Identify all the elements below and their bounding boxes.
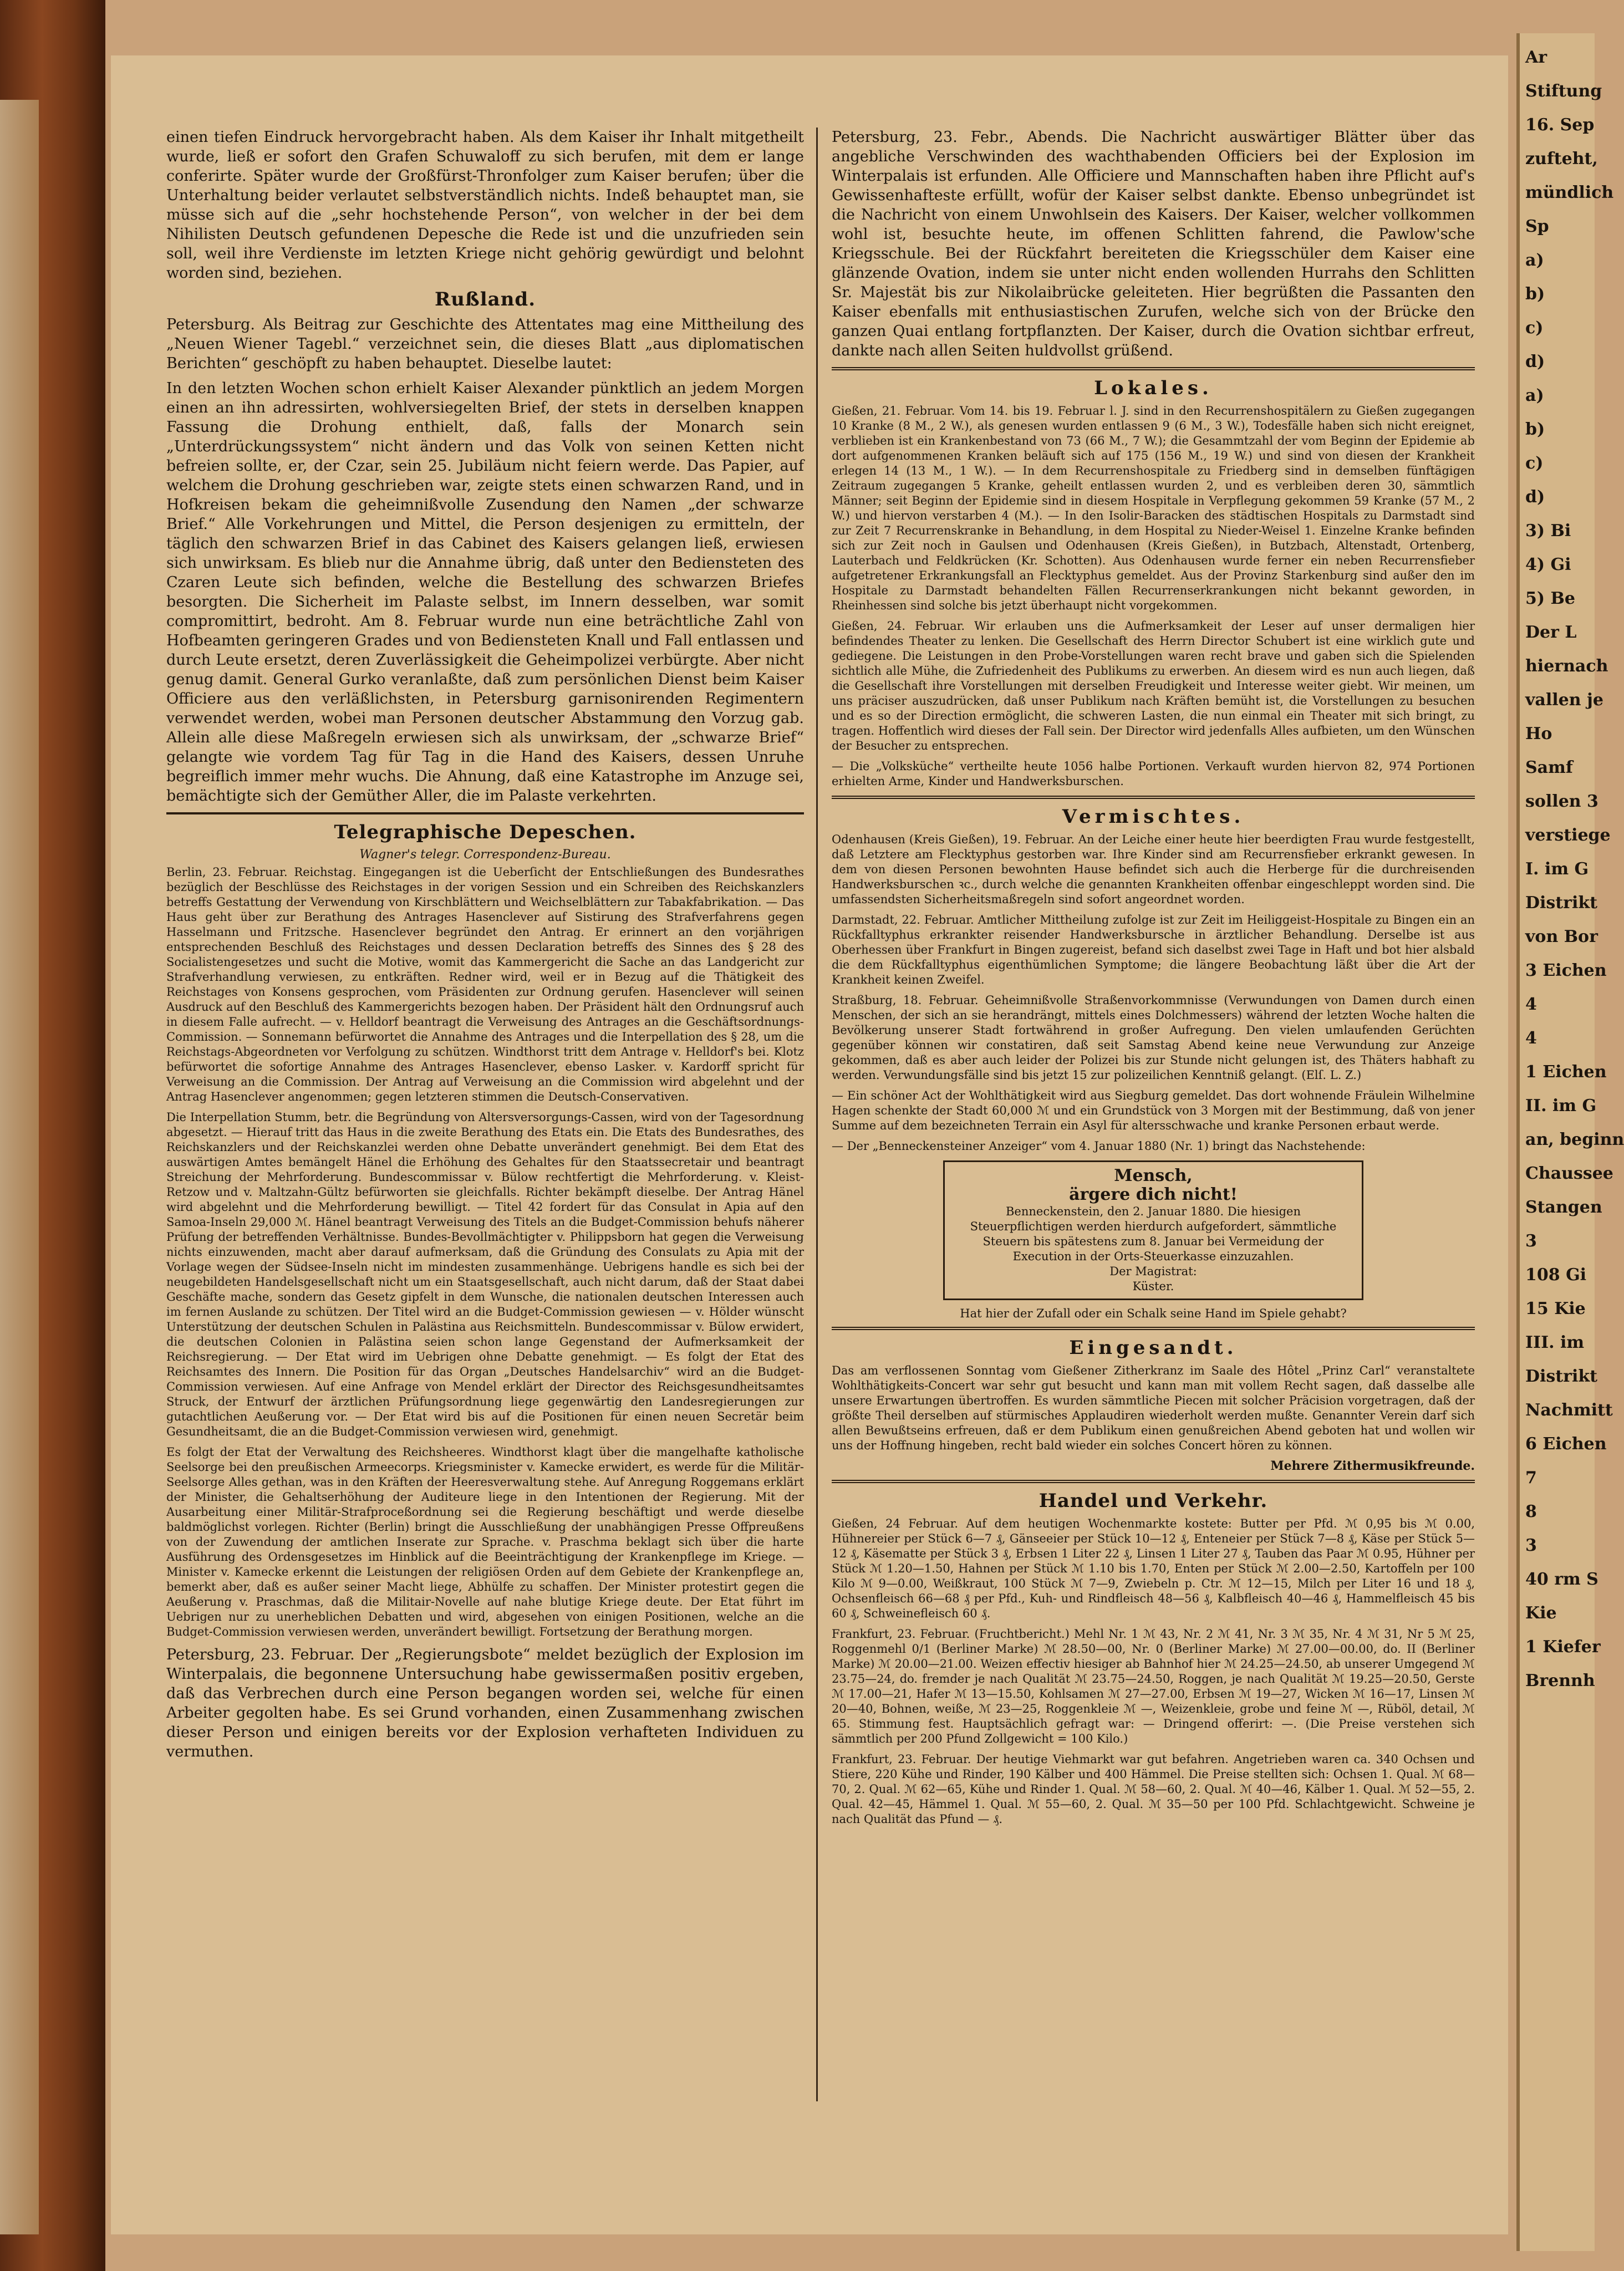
facing-page-text: Samf [1525, 758, 1573, 777]
facing-page-text: 7 [1525, 1468, 1537, 1488]
facing-page-text: hiernach [1525, 656, 1608, 676]
facing-page-text: III. im [1525, 1333, 1585, 1352]
intro-paragraph: einen tiefen Eindruck hervorgebracht haben. Als dem Kaiser ihr Inhalt mitgetheilt wurde, ließ er sofort den Grafen Schuwaloff zu sich berufen, mit dem er lange conferirte. Später wurde der Großfürst-Thronfolger zum Kaiser berufen; über die Unterhaltung beider verlautet selbstverständlich nichts. Indeß behauptet man, sie müsse sich auf die „sehr hochstehende Person“, von welcher in der bei dem Nihilisten Deutsch gefundenen Depesche die Rede ist und die unzufrieden sein soll, weil ihre Verdienste im letzten Kriege nicht gehörig gewürdigt und belohnt worden sind, beziehen. [166, 129, 804, 282]
facing-page-text: Distrikt [1525, 1367, 1598, 1386]
russland-heading: Rußland. [434, 288, 536, 310]
ad-body: Benneckenstein, den 2. Januar 1880. Die hiesigen Steuerpflichtigen werden hierdurch aufgefordert, sämmtliche Steuern bis spätestens zum 8. Januar bei Vermeidung der Execution in der Orts-Steuerkasse einzuzahlen. [970, 1205, 1337, 1263]
russland-paragraph-2: In den letzten Wochen schon erhielt Kaiser Alexander pünktlich an jedem Morgen einen an ihn adressirten, wohlversiegelten Brief, der stets in derselben knappen Fassung die Drohung enthielt, daß, falls der Monarch sein „Unterdrückungssystem“ nicht ändern und das Volk von seinen Ketten nicht befreien sollte, er, der Czar, sein 25. Jubiläum nicht feiern werde. Das Papier, auf welchem die Drohung geschrieben war, zeigte stets einen schwarzen Rand, und in Hofkreisen bekam die geheimnißvolle Zusendung den Namen „der schwarze Brief.“ Alle Vorkehrungen und Mittel, die Person desjenigen zu ermitteln, der täglich den schwarzen Brief in das Cabinet des Kaisers gelangen ließ, erwiesen sich unwirksam. Es blieb nur die Annahme übrig, daß unter den Bediensteten des Czaren Leute sich befinden, welche die Bestellung des schwarzen Briefes besorgten. Die Sicherheit im Palaste selbst, im Innern desselben, war somit compromittirt, bedroht. Am 8. Februar wurde nun eine beträchtliche Zahl von Hofbeamten geringeren Grades und von Bediensteten Knall und Fall entlassen und durch Leute ersetzt, deren Zuverlässigkeit die Geheimpolizei verbürgte. Aber nicht genug damit. General Gurko veranlaßte, daß zum persönlichen Dienst beim Kaiser Officiere aus den verläßlichsten, in Petersburg garnisonirenden Regimentern verwendet werden, wobei man Personen deutscher Abstammung den Vorzug gab. Allein alle diese Maßregeln erwiesen sich als unwirksam, der „schwarze Brief“ gelangte wie vordem Tag für Tag in die Hand des Kaisers, dessen Unruhe begreiflich immer mehr wuchs. Die Ahnung, daß eine Katastrophe im Anzuge sei, bemächtigte sich der Gemüther Aller, die im Palaste verkehrten. [166, 380, 804, 804]
facing-page-text: 1 Eichen [1525, 1062, 1607, 1082]
handel-heading: Handel und Verkehr. [1038, 1490, 1268, 1512]
facing-page-text: 3 [1525, 1231, 1537, 1251]
lokales-heading: Lokales. [1094, 377, 1213, 399]
ad-title-line-2: ärgere dich nicht! [1069, 1185, 1238, 1204]
petersburg-telegram: Petersburg, 23. Februar. Der „Regierungsbote“ meldet bezüglich der Explosion im Winterpalais, die begonnene Untersuchung habe gewissermaßen positiv ergeben, daß das Verbrechen durch eine Person begangen worden sei, welche für einen Arbeiter gegolten habe. Es sei Grund vorhanden, einen Zusammenhang zwischen dieser Person und einigen bereits vor der Explosion verhafteten Individuen zu vermuthen. [166, 1646, 804, 1760]
facing-page-text: 8 [1525, 1502, 1537, 1521]
facing-page-text: I. im G [1525, 859, 1589, 879]
facing-page-text: vallen je [1525, 690, 1603, 710]
facing-page-text: a) [1525, 251, 1544, 270]
facing-page-text: a) [1525, 386, 1544, 405]
facing-page-text: 1 Kiefer [1525, 1637, 1601, 1657]
quoted-advertisement [943, 1160, 1363, 1300]
bennecken-intro: — Der „Benneckensteiner Anzeiger“ vom 4. Januar 1880 (Nr. 1) bringt das Nachstehende: [832, 1139, 1366, 1153]
facing-page-text: 4) Gi [1525, 555, 1571, 574]
facing-page-text: 4 [1525, 1028, 1537, 1048]
facing-page-text: 40 rm S [1525, 1570, 1598, 1589]
left-column [166, 128, 804, 1767]
eingesandt-text: Das am verflossenen Sonntag vom Gießener Zitherkranz im Saale des Hôtel „Prinz Carl“ veranstaltete Wohlthätigkeits-Concert war sehr gut besucht und kann man mit vollem Recht sagen, daß dasselbe alle unsere Erwartungen übertroffen. Es wurden sämmtliche Piecen mit solcher Präcision vorgetragen, daß der größte Theil derselben auf stürmisches Applaudiren wiederholt werden mußte. Genannter Verein darf sich allen Bewußtseins erfreuen, daß er dem Publikum einen genußreichen Abend geboten hat und wollen wir uns der Hoffnung hingeben, recht bald wieder ein solches Concert hören zu können. [832, 1364, 1475, 1452]
facing-page-text: b) [1525, 420, 1545, 439]
ad-title-line-1: Mensch, [1114, 1166, 1193, 1185]
facing-page-text: 16. Sep [1525, 115, 1595, 135]
facing-page-text: an, beginn [1525, 1130, 1624, 1149]
ad-signed-by: Der Magistrat: [1109, 1265, 1197, 1278]
facing-page-text: 4 [1525, 995, 1537, 1014]
vermischtes-heading: Vermischtes. [1062, 806, 1245, 828]
section-rule [832, 796, 1475, 799]
facing-page-text: von Bor [1525, 927, 1598, 946]
darmstadt-report: Darmstadt, 22. Februar. Amtlicher Mittheilung zufolge ist zur Zeit im Heiliggeist-Hospitale zu Bingen ein an Rückfalltyphus erkrankter reisender Handwerksbursche in ärztlicher Behandlung. Derselbe ist aus Oberhessen über Frankfurt in Bingen zugereist, befand sich daselbst zwei Tage in Haft und bot hier alsbald die dem Rückfalltyphus eigenthümlichen Symptome; die längere Beobachtung läßt über die Art der Krankheit keinen Zweifel. [832, 913, 1475, 986]
column-divider [816, 128, 818, 2101]
strassburg-report: Straßburg, 18. Februar. Geheimnißvolle Straßenvorkommnisse (Verwundungen von Damen durch einen Menschen, der sich an sie herandrängt, mittels eines Dolchmessers) während der letzten Woche halten die Bevölkerung unserer Stadt fortwährend in großer Aufregung. Den vielen umlaufenden Gerüchten gegenüber können wir constatiren, daß seit Samstag Abend keine neue Verwundung zur Anzeige gekommen, daß es aber auch leider der Polizei bis zur Stunde nicht gelungen ist, des Thäters habhaft zu werden. Verwundungsfälle sind bis jetzt 15 zur polizeilichen Kenntniß gelangt. (Elſ. L. Z.) [832, 994, 1475, 1082]
right-column [832, 128, 1475, 1832]
facing-page-text: Brennh [1525, 1671, 1595, 1690]
section-rule [832, 367, 1475, 370]
facing-page-text: 3 Eichen [1525, 961, 1607, 980]
facing-page-text: Ar [1525, 48, 1547, 67]
section-rule [832, 1480, 1475, 1483]
facing-page-text: d) [1525, 352, 1545, 371]
facing-page-text: Distrikt [1525, 893, 1598, 913]
facing-page-text: sollen 3 [1525, 792, 1598, 811]
berlin-paragraph-1: Berlin, 23. Februar. Reichstag. Eingegangen ist die Ueberſicht der Entschließungen des Bundesrathes bezüglich der Beschlüsse des Reichstages in der vorigen Session und ein Schreiben des Reichskanzlers betreffs Gestattung der Verwendung von Kirschblättern und Weichselblättern zur Tabakfabrikation. — Das Haus geht über zur Berathung des Antrages Hasenclever auf Sistirung des Strafverfahrens gegen Hasselmann und Fritzsche. Hasenclever begründet den Antrag. Er erinnert an den vorjährigen entsprechenden Beschluß des Reichstages und dessen Declaration betreffs des Sinnes des § 28 des Socialistengesetzes und sucht die Motive, womit das Kammergericht die Sache an das Landgericht zur Strafverhandlung verwiesen, zu entkräften. Redner wird, weil er in Bezug auf die Thätigkeit des Reichstages von Konsens gesprochen, vom Präsidenten zur Ordnung gerufen. Hasenclever will seinen Ausdruck auf den Beschluß des Kammergerichts bezogen haben. Der Präsident hält den Ordnungsruf auch in diesem Falle aufrecht. — v. Helldorf beantragt die Verweisung des Antrages an die Geschäftsordnungs-Commission. — Sonnemann befürwortet die Annahme des Antrages und die Interpellation des § 28, um die Reichstags-Abgeordneten vor Verfolgung zu schützen. Windthorst tritt dem Antrage v. Helldorf's bei. Klotz befürwortet die sofortige Annahme des Antrages Hasenclever, ebenso Lasker. v. Kardorff spricht für Verweisung an die Commission. Der Antrag auf Verweisung an die Commission wird abgelehnt und der Antrag Hasenclever angenommen; gegen letzteren stimmen die Deutsch-Conservativen. [166, 865, 804, 1103]
giessen-report-21: Gießen, 21. Februar. Vom 14. bis 19. Februar l. J. sind in den Recurrenshospitälern zu Gießen zugegangen 10 Kranke (8 M., 2 W.), als genesen wurden entlassen 9 (6 M., 3 W.), Todesfälle haben sich nicht ereignet, verblieben ist ein Krankenbestand von 73 (66 M., 7 W.); die Gesammtzahl der vom Beginn der Epidemie ab dort aufgenommenen Kranken beläuft sich auf 175 (156 M., 19 W.) und sind von diesen der Krankheit erlegen 14 (13 M., 1 W.). — In dem Recurrenshospitale zu Friedberg sind in demselben fünftägigen Zeitraum zugegangen 5 Kranke, geheilt entlassen wurden 2, und es verbleiben deren 30, sämmtlich Männer; seit Beginn der Epidemie sind in diesem Hospitale in Verpflegung gekommen 59 Kranke (57 M., 2 W.) und hiervon verstarben 4 (M.). — In den Isolir-Baracken des städtischen Hospitals zu Darmstadt sind zur Zeit 7 Recurrenskranke in Behandlung, in dem Hospital zu Nieder-Weisel 1. Einzelne Kranke befinden sich zur Zeit noch in Gaulsen und Odenhausen (Kreis Gießen), in Butzbach, Altenstadt, Ortenberg, Lauterbach und Feldkrücken (Kr. Schotten). Aus Odenhausen wurde ferner ein neben Recurrensfieber aufgetretener Erkrankungsfall an Flecktyphus gemeldet. Aus der Provinz Starkenburg sind außer den im Hospitale zu Darmstadt behandelten Fällen Recurrenserkrankungen nicht bekannt geworden, in Rheinhessen sind solche bis jetzt überhaupt nicht vorgekommen. [832, 404, 1475, 612]
berlin-paragraph-3: Es folgt der Etat der Verwaltung des Reichsheeres. Windthorst klagt über die mangelhafte katholische Seelsorge bei den preußischen Armeecorps. Kriegsminister v. Kamecke erwidert, es werde für die Militär-Seelsorge Alles gethan, was in den Kräften der Heeresverwaltung stehe. Auf Anregung Roggemans erklärt der Minister, die Gehaltserhöhung der Auditeure liege in den Intentionen der Regierung. Mit der Ausarbeitung einer Militär-Strafproceßordnung sei die Regierung beschäftigt und werde dieselbe baldmöglichst vorlegen. Richter (Berlin) bringt die Ausschließung der unabhängigen Presse Offpreußens von der Zuwendung der amtlichen Inserate zur Sprache. v. Praschma beklagt sich über die harte Ausführung des Ordensgesetzes im Hinblick auf die Beeinträchtigung der Krankenpflege im Kriege. — Minister v. Kamecke erkennt die Leistungen der religiösen Orden auf dem Gebiete der Krankenpflege an, bemerkt aber, daß es außer seiner Macht liege, Abhülfe zu schaffen. Der Minister protestirt gegen die Aeußerung v. Praschmas, daß die Militair-Novelle auf nahe blutige Kriege deute. Der Etat führt im Uebrigen nur zu unerheblichen Debatten und wird, abgesehen von einigen Positionen, welche an die Budget-Commission verwiesen werden, unverändert bewilligt. Fortsetzung der Berathung morgen. [166, 1445, 804, 1638]
eingesandt-signature: Mehrere Zithermusikfreunde. [1270, 1459, 1475, 1473]
facing-page-text: c) [1525, 318, 1544, 338]
book-binding [0, 0, 105, 2271]
petersburg-evening: Petersburg, 23. Febr., Abends. Die Nachricht auswärtiger Blätter über das angebliche Verschwinden des wachthabenden Officiers bei der Explosion im Winterpalais ist erfunden. Alle Officiere und Mannschaften haben ihre Pflicht auf's Gewissenhafteste erfüllt, wofür der Kaiser selbst dankte. Ebenso unbegründet ist die Nachricht von einem Unwohlsein des Kaisers. Der Kaiser, welcher vollkommen wohl ist, besuchte heute, im offenen Schlitten fahrend, die Pawlow'sche Kriegsschule. Bei der Rückfahrt bereiteten die Kriegsschüler dem Kaiser eine glänzende Ovation, indem sie unter nicht enden wollenden Hurrahs den Schlitten Sr. Majestät bis zur Nikolaibrücke geleiteten. Hier begrüßten die Passanten den Kaiser ebenfalls mit enthusiastischen Zurufen, welche sich von der Brücke den ganzen Quai entlang fortpflanzten. Der Kaiser, durch die Ovation sichtbar erfreut, dankte nach allen Seiten huldvollst grüßend. [832, 129, 1475, 359]
page-edge [0, 100, 39, 2234]
facing-page-text: Kie [1525, 1603, 1557, 1623]
siegburg-report: — Ein schöner Act der Wohlthätigkeit wird aus Siegburg gemeldet. Das dort wohnende Fräulein Wilhelmine Hagen schenkte der Stadt 60,000 ℳ und ein Grundstück von 3 Morgen mit der Bestimmung, daß von jener Summe auf dem bezeichneten Terrain ein Asyl für altersschwache und kranke Personen erbaut werde. [832, 1089, 1475, 1132]
volkskueche-note: — Die „Volksküche“ vertheilte heute 1056 halbe Portionen. Verkauft wurden hiervon 82, 974 Portionen erhielten Arme, Kinder und Handwerksburschen. [832, 760, 1475, 788]
frankfurt-grain-report: Frankfurt, 23. Februar. (Fruchtbericht.) Mehl Nr. 1 ℳ 43, Nr. 2 ℳ 41, Nr. 3 ℳ 35, Nr. 4 ℳ 31, Nr 5 ℳ 25, Roggenmehl 0/1 (Berliner Marke) ℳ 28.50—00, Nr. 0 (Berliner Marke) ℳ 27.00—00.00, do. II (Berliner Marke) ℳ 20.00—21.00. Weizen effectiv hiesiger ab Bahnhof hier ℳ 24.25—24.50, ab unserer Umgegend ℳ 23.75—24, do. fremder je nach Qualität ℳ 23.75—24.50, Roggen, je nach Qualität ℳ 19.25—20.50, Gerste ℳ 17.00—21, Hafer ℳ 13—15.50, Kohlsamen ℳ 27—27.00, Erbsen ℳ 19—27, Wicken ℳ 16—17, Linsen ℳ 20—40, Bohnen, weiße, ℳ 23—25, Roggenkleie ℳ —, Weizenkleie, grobe und feine ℳ —, Rüböl, detail, ℳ 65. Stimmung fest. Hauptsächlich gefragt war: — Dringend offerirt: —. (Die Preise verstehen sich sämmtlich per 200 Pfund Zollgewicht = 100 Kilo.) [832, 1627, 1475, 1745]
section-rule [166, 812, 804, 814]
facing-page-text: Nachmitt [1525, 1401, 1613, 1420]
facing-page-text: 5) Be [1525, 589, 1575, 608]
giessen-report-24: Gießen, 24. Februar. Wir erlauben uns die Aufmerksamkeit der Leser auf unser dermaligen hier befindendes Theater zu lenken. Die Gesellschaft des Herrn Director Schubert ist eine wirklich gute und gediegene. Die Leistungen in den Probe-Vorstellungen waren recht brave und gaben sich die Spielenden sichtlich alle Mühe, die Zufriedenheit des Publikums zu erwerben. An diesem wird es nun auch liegen, daß die Gesellschaft ihre Vorstellungen mit derselben Freudigkeit und Interesse weiter giebt. Wir meinen, um uns präciser auszudrücken, daß unser Publikum nach Kräften bemüht ist, die Vorstellungen zu besuchen und es so der Direction ermöglicht, die schweren Lasten, die nun einmal ein Theater mit sich bringt, zu tragen. Hoffentlich wird dieses der Fall sein. Der Director wird jedenfalls Alles aufbieten, um den Wünschen der Besucher zu entsprechen. [832, 619, 1475, 752]
facing-page-text: Ho [1525, 724, 1552, 744]
facing-page-text: Stangen [1525, 1198, 1602, 1217]
facing-page-text: zufteht, [1525, 149, 1598, 169]
facing-page-text: Der L [1525, 623, 1577, 642]
facing-page-text: Sp [1525, 217, 1549, 236]
facing-page-text: b) [1525, 284, 1545, 304]
frankfurt-cattle-report: Frankfurt, 23. Februar. Der heutige Viehmarkt war gut befahren. Angetrieben waren ca. 340 Ochsen und Stiere, 220 Kühe und Rinder, 190 Kälber und 400 Hämmel. Die Preise stellten sich: Ochsen 1. Qual. ℳ 68—70, 2. Qual. ℳ 62—65, Kühe und Rinder 1. Qual. ℳ 58—60, 2. Qual. ℳ 40—46, Kälber 1. Qual. ℳ 52—55, 2. Qual. 42—45, Hämmel 1. Qual. ℳ 55—60, 2. Qual. ℳ 35—50 per 100 Pfd. Schlachtgewicht. Schweine je nach Qualität das Pfund — ₰. [832, 1753, 1475, 1826]
ad-caption: Hat hier der Zufall oder ein Schalk seine Hand im Spiele gehabt? [960, 1307, 1347, 1320]
facing-page-fragment [1516, 33, 1624, 2251]
facing-page-text: 6 Eichen [1525, 1434, 1607, 1454]
facing-page-text: d) [1525, 487, 1545, 507]
facing-page-text: verstiege [1525, 826, 1611, 845]
facing-page-text: Chaussee [1525, 1164, 1613, 1183]
berlin-paragraph-2: Die Interpellation Stumm, betr. die Begründung von Altersversorgungs-Cassen, wird von der Tagesordnung abgesetzt. — Hierauf tritt das Haus in die zweite Berathung des Etats ein. Die Etats des Bundesrathes, des Reichskanzlers und der Reichskanzlei werden ohne Debatte unverändert genehmigt. Bei dem Etat des auswärtigen Amtes bemängelt Hänel die Erhöhung des Gehaltes für den Staatssecretair und beantragt Streichung der Mehrforderung. Bundescommissar v. Bülow rechtfertigt die Mehrforderung. v. Kleist-Retzow und v. Maltzahn-Gültz befürworten sie gleichfalls. Richter bekämpft dieselbe. Der Antrag Hänel wird abgelehnt und die Mehrforderung bewilligt. — Titel 42 fordert für das Consulat in Apia auf den Samoa-Inseln 29,000 ℳ. Hänel beantragt Verweisung des Titels an die Budget-Commission behufs näherer Prüfung der betreffenden Verhältnisse. Bundes-Bevollmächtigter v. Philippsborn hat gegen die Verweisung nichts einzuwenden, macht aber darauf aufmerksam, daß die Gründung des Consulats zu Apia mit der Vorlage wegen der Südsee-Inseln nicht im mindesten zusammenhänge. Uebrigens handle es sich bei der neugebildeten Handelsgesellschaft nicht um ein Staatsgesellschaft, auch nicht darum, daß der Staat dabei Geschäfte mache, sondern das Gesetz gipfelt in dem Wunsche, die nationalen deutschen Interessen auch im fernen Auslande zu schützen. Der Titel wird an die Budget-Commission gewiesen — v. Hölder wünscht Unterstützung der deutschen Schulen in Palästina aus Reichsmitteln. Bundescommissar v. Bülow erwidert, die deutschen Colonien in Palästina seien schon lange Gegenstand der Aufmerksamkeit der Reichsregierung. — Der Etat wird im Uebrigen ohne Debatte genehmigt. — Es folgt der Etat des Reichsamtes des Innern. Die Position für das Organ „Deutsches Handelsarchiv“ wird an die Budget-Commission verwiesen. Auf eine Anfrage von Mendel erklärt der Director des Reichsgesundheitsamtes Struck, der Entwurf der ärztlichen Prüfungsordnung liege gegenwärtig den Landesregierungen zur gutachtlichen Aeußerung vor. — Der Etat wird bis auf die Positionen für einen neuen Secretär beim Gesundheitsamt, die an die Budget-Commission verwiesen wird, genehmigt. [166, 1111, 804, 1438]
russland-paragraph-1: Petersburg. Als Beitrag zur Geschichte des Attentates mag eine Mittheilung des „Neuen Wiener Tagebl.“ verzeichnet sein, die dieses Blatt „aus diplomatischen Berichten“ geschöpft zu haben behauptet. Dieselbe lautet: [166, 316, 804, 372]
giessen-market-prices: Gießen, 24 Februar. Auf dem heutigen Wochenmarkte kostete: Butter per Pfd. ℳ 0,95 bis ℳ 0.00, Hühnereier per Stück 6—7 ₰, Gänseeier per Stück 10—12 ₰, Enteneier per Stück 7—8 ₰, Käse per Stück 5—12 ₰, Käsematte per Stück 3 ₰, Erbsen 1 Liter 22 ₰, Linsen 1 Liter 27 ₰, Tauben das Paar ℳ 0.95, Hühner per Stück ℳ 1.20—1.50, Hahnen per Stück ℳ 1.10 bis 1.70, Enten per Stück ℳ 2.00—2.50, Kartoffeln per 100 Kilo ℳ 9—0.00, Weißkraut, 100 Stück ℳ 7—9, Zwiebeln p. Ctr. ℳ 12—15, Milch per Liter 16 und 18 ₰, Ochsenfleisch 66—68 ₰ per Pfd., Kuh- und Rindfleisch 48—56 ₰, Kalbfleisch 40—46 ₰, Hammelfleisch 45 bis 60 ₰, Schweinefleisch 60 ₰. [832, 1517, 1475, 1620]
facing-page-text: 3 [1525, 1536, 1537, 1555]
telegraph-heading: Telegraphische Depeschen. [334, 821, 637, 843]
odenhausen-report: Odenhausen (Kreis Gießen), 19. Februar. An der Leiche einer heute hier beerdigten Frau wurde festgestellt, daß Letztere am Flecktyphus gestorben war. Ihre Kinder sind am Recurrensfieber erkrankt gewesen. In dem von diesen Personen bewohnten Hause befindet sich auch die Herberge für die durchreisenden Handwerksburschen ꝛc., durch welche die genannten Krankheiten offenbar eingeschleppt worden sind. Die umfassendsten Sicherheitsmaßregeln sind sofort angeordnet worden. [832, 833, 1475, 906]
telegraph-subheading: Wagner's telegr. Correspondenz-Bureau. [359, 848, 611, 862]
facing-page-text: c) [1525, 454, 1544, 473]
facing-page-text: Stiftung [1525, 82, 1602, 101]
facing-page-text: 108 Gi [1525, 1265, 1587, 1285]
ad-signature: Küster. [1132, 1280, 1174, 1293]
facing-page-text: mündlich [1525, 183, 1614, 202]
facing-page-text: 15 Kie [1525, 1299, 1586, 1318]
facing-page-text: II. im G [1525, 1096, 1597, 1116]
section-rule [832, 1327, 1475, 1330]
eingesandt-heading: Eingesandt. [1069, 1337, 1238, 1359]
facing-page-text: 3) Bi [1525, 521, 1571, 541]
